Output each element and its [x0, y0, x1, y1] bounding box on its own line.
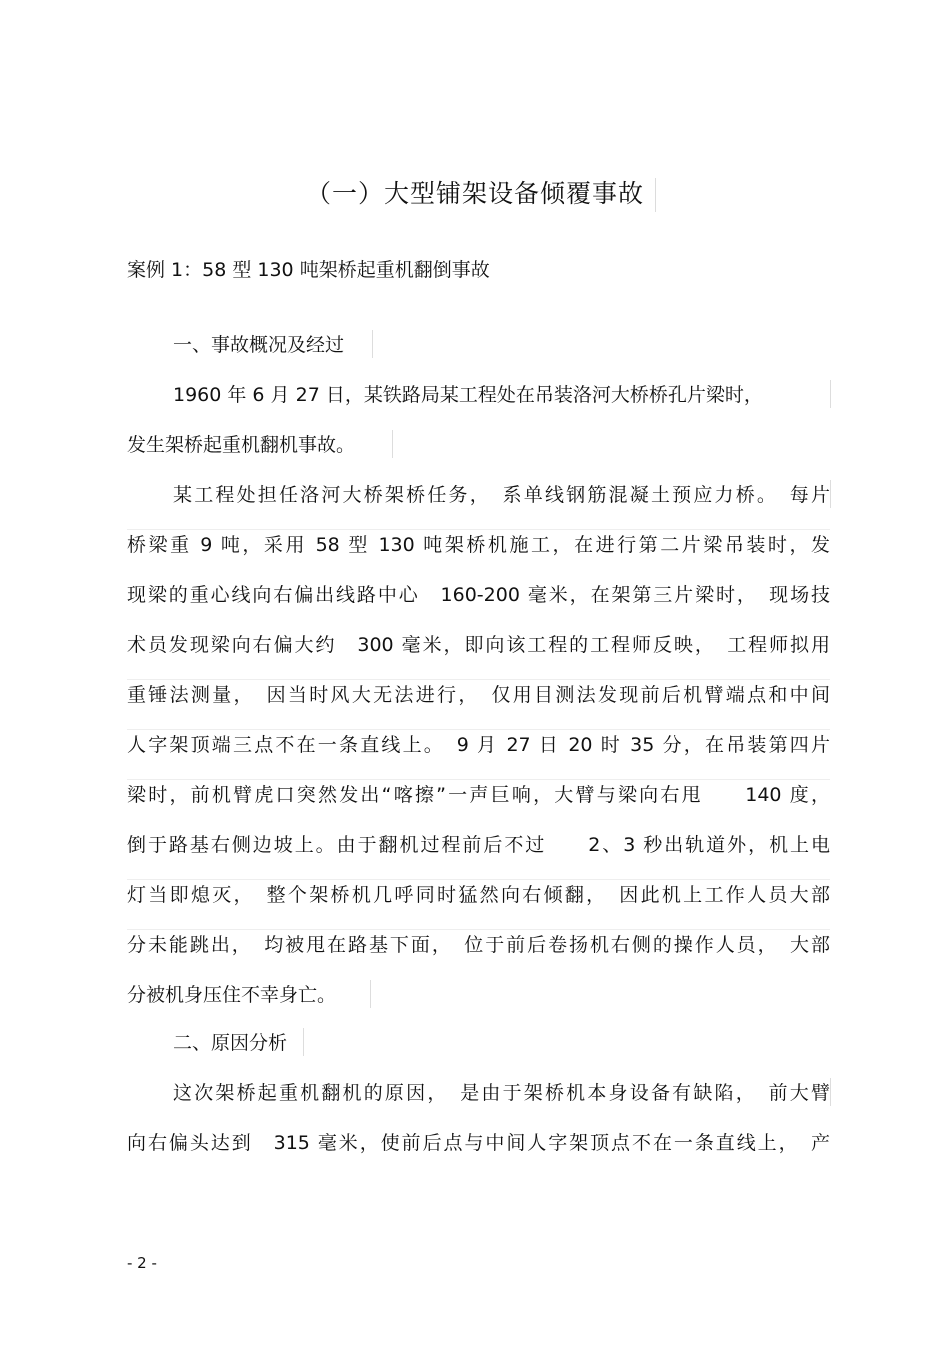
faint-rule — [127, 729, 830, 730]
page-number: - 2 - — [127, 1254, 157, 1272]
section-heading-cause: 二、原因分析 — [173, 1032, 288, 1054]
faint-rule — [127, 929, 830, 930]
paragraph-line: 现梁的重心线向右偏出线路中心 160-200 毫米，在架第三片梁时， 现场技 — [127, 584, 830, 606]
paragraph-line: 发生架桥起重机翻机事故。 — [127, 434, 356, 456]
section-heading-overview: 一、事故概况及经过 — [173, 334, 345, 356]
faint-rule — [127, 779, 830, 780]
paragraph-line: 某工程处担任洛河大桥架桥任务， 系单线钢筋混凝土预应力桥。 每片 — [173, 484, 830, 506]
paragraph-line: 术员发现梁向右偏大约 300 毫米，即向该工程的工程师反映， 工程师拟用 — [127, 634, 830, 656]
paragraph-line: 分被机身压住不幸身亡。 — [127, 984, 337, 1006]
margin-rule — [830, 1078, 831, 1106]
paragraph-line: 桥梁重 9 吨，采用 58 型 130 吨架桥机施工，在进行第二片梁吊装时，发 — [127, 534, 830, 556]
margin-rule — [830, 380, 831, 408]
margin-rule — [303, 1028, 304, 1056]
paragraph-line: 灯当即熄灭， 整个架桥机几呼同时猛然向右倾翻， 因此机上工作人员大部 — [127, 884, 830, 906]
paragraph-line: 人字架顶端三点不在一条直线上。 9 月 27 日 20 时 35 分，在吊装第四片 — [127, 734, 830, 756]
paragraph-line: 重锤法测量， 因当时风大无法进行， 仅用目测法发现前后机臂端点和中间 — [127, 684, 830, 706]
faint-rule — [127, 679, 830, 680]
title-divider — [655, 178, 656, 212]
paragraph-line: 倒于路基右侧边坡上。由于翻机过程前后不过 2、3 秒出轨道外，机上电 — [127, 834, 830, 856]
paragraph-line: 这次架桥起重机翻机的原因， 是由于架桥机本身设备有缺陷， 前大臂 — [173, 1082, 830, 1104]
case-title: 案例 1：58 型 130 吨架桥起重机翻倒事故 — [127, 259, 490, 281]
margin-rule — [372, 330, 373, 358]
margin-rule — [830, 480, 831, 508]
paragraph-line: 1960 年 6 月 27 日，某铁路局某工程处在吊装洛河大桥桥孔片梁时， — [173, 384, 763, 406]
margin-rule — [392, 430, 393, 458]
document-title: （一）大型铺架设备倾覆事故 — [305, 179, 644, 208]
faint-rule — [127, 529, 830, 530]
margin-rule — [370, 980, 371, 1008]
paragraph-line: 梁时，前机臂虎口突然发出“喀擦”一声巨响，大臂与梁向右甩 140 度， — [127, 784, 830, 806]
paragraph-line: 向右偏头达到 315 毫米，使前后点与中间人字架顶点不在一条直线上， 产 — [127, 1132, 830, 1154]
paragraph-line: 分未能跳出， 均被甩在路基下面， 位于前后卷扬机右侧的操作人员， 大部 — [127, 934, 830, 956]
faint-rule — [127, 879, 830, 880]
